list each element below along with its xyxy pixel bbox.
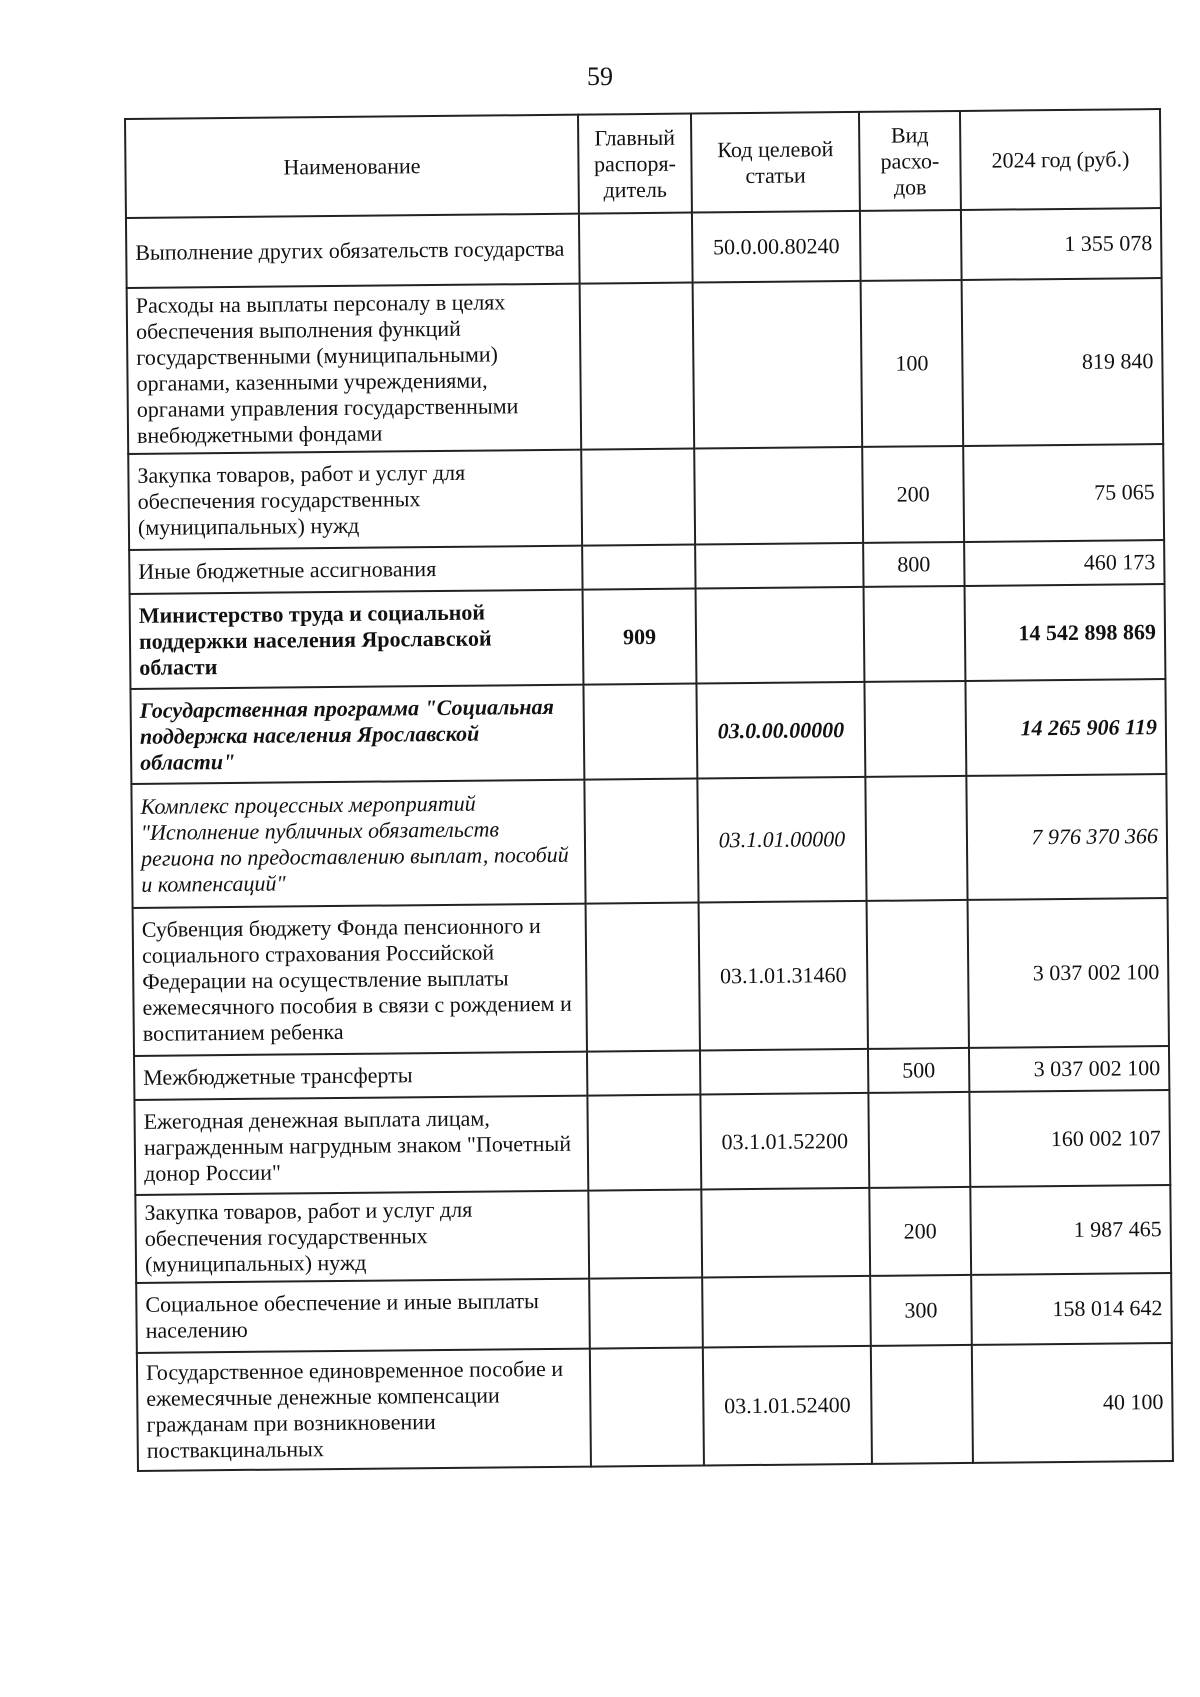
- row-admin-cell: [589, 1278, 703, 1349]
- row-type-cell: 200: [862, 446, 964, 543]
- row-type-cell: 800: [863, 542, 964, 587]
- table-row: [126, 208, 1162, 288]
- page-number: 59: [587, 62, 613, 91]
- row-name-cell: Закупка товаров, работ и услуг для обеспечения государственных (муниципальных) нужд: [135, 1191, 589, 1283]
- row-type-cell: 100: [861, 280, 964, 447]
- row-name-cell: Выполнение других обязательств государства: [126, 214, 580, 288]
- row-amount-cell: 40 100: [972, 1343, 1173, 1463]
- table-row: [128, 444, 1164, 550]
- header-admin: Главный распоря-дитель: [578, 114, 692, 214]
- row-type-cell: [867, 900, 969, 1049]
- row-code-cell: 03.1.01.31460: [699, 901, 868, 1051]
- row-admin-cell: [583, 684, 697, 780]
- table-row: [130, 584, 1166, 689]
- row-code-cell: [695, 543, 863, 589]
- row-type-cell: [864, 586, 966, 682]
- table-row: [130, 679, 1166, 784]
- row-code-cell: [700, 1049, 868, 1095]
- table-row: [136, 1273, 1172, 1353]
- row-amount-cell: 1 987 465: [970, 1185, 1171, 1275]
- table-row: [127, 278, 1164, 454]
- row-name-cell: Социальное обеспечение и иные выплаты населению: [136, 1279, 590, 1353]
- row-amount-cell: 7 976 370 366: [966, 774, 1167, 900]
- budget-table-wrapper: [124, 108, 1172, 1472]
- table-row: [134, 1090, 1170, 1195]
- row-amount-cell: 14 542 898 869: [965, 584, 1166, 681]
- table-row: [133, 898, 1169, 1056]
- table-row: [131, 774, 1167, 908]
- row-code-cell: [694, 447, 863, 545]
- row-admin-cell: [586, 903, 700, 1052]
- header-code: Код целевой статьи: [691, 112, 860, 213]
- row-name-cell: Субвенция бюджету Фонда пенсионного и социального страхования Российской Федерации на осуществление выплаты ежемесячного пособия в связи с рождением и воспитанием ребенка: [133, 904, 587, 1056]
- row-name-cell: Комплекс процессных мероприятий "Исполнение публичных обязательств региона по предоставлению выплат, пособий и компенсаций": [131, 780, 585, 908]
- row-name-cell: Государственное единовременное пособие и ежемесячные денежные компенсации гражданам при возникновении поствакцинальных: [137, 1349, 591, 1471]
- row-code-cell: 03.0.00.00000: [696, 682, 865, 779]
- row-code-cell: 03.1.01.52400: [703, 1346, 872, 1466]
- row-admin-cell: [587, 1051, 700, 1096]
- row-amount-cell: 75 065: [963, 444, 1164, 542]
- header-year: 2024 год (руб.): [960, 109, 1161, 210]
- row-amount-cell: 1 355 078: [961, 208, 1162, 280]
- row-amount-cell: 3 037 002 100: [968, 898, 1169, 1048]
- budget-table: [124, 108, 1174, 1472]
- row-admin-cell: [580, 283, 695, 450]
- row-type-cell: [868, 1092, 970, 1188]
- table-row: [137, 1343, 1173, 1471]
- row-type-cell: 300: [870, 1275, 972, 1346]
- row-code-cell: 03.1.01.52200: [700, 1093, 869, 1190]
- row-name-cell: Иные бюджетные ассигнования: [129, 546, 582, 594]
- row-amount-cell: 14 265 906 119: [965, 679, 1166, 776]
- row-name-cell: Министерство труда и социальной поддержки населения Ярославской области: [130, 590, 584, 689]
- row-type-cell: [860, 210, 962, 281]
- row-amount-cell: 819 840: [962, 278, 1164, 446]
- row-name-cell: Закупка товаров, работ и услуг для обеспечения государственных (муниципальных) нужд: [128, 450, 582, 550]
- table-row: [135, 1185, 1171, 1283]
- row-name-cell: Ежегодная денежная выплата лицам, награжденным нагрудным знаком "Почетный донор России": [134, 1096, 588, 1195]
- row-amount-cell: 160 002 107: [969, 1090, 1170, 1187]
- row-amount-cell: 158 014 642: [971, 1273, 1172, 1345]
- row-code-cell: 50.0.00.80240: [692, 211, 861, 283]
- row-amount-cell: 460 173: [964, 540, 1164, 586]
- row-name-cell: Межбюджетные трансферты: [134, 1052, 587, 1100]
- table-header-row: [125, 109, 1161, 218]
- row-code-cell: [693, 281, 863, 449]
- row-admin-cell: [587, 1095, 701, 1191]
- row-type-cell: [865, 776, 967, 901]
- row-admin-cell: [579, 213, 693, 284]
- row-amount-cell: 3 037 002 100: [969, 1046, 1169, 1092]
- row-admin-cell: [590, 1348, 704, 1467]
- row-type-cell: [871, 1345, 973, 1464]
- row-type-cell: [864, 681, 966, 777]
- row-code-cell: [696, 587, 865, 684]
- row-admin-cell: [582, 545, 695, 590]
- row-code-cell: [702, 1276, 871, 1348]
- row-code-cell: 03.1.01.00000: [697, 777, 866, 903]
- header-type: Вид расхо-дов: [859, 111, 961, 211]
- row-type-cell: 500: [868, 1048, 969, 1093]
- row-type-cell: 200: [869, 1187, 971, 1276]
- row-admin-cell: [584, 779, 698, 904]
- row-name-cell: Расходы на выплаты персоналу в целях обеспечения выполнения функций государственными (муниципальными) органами, казенными учреждениями, органами управления государственными внебюджетными фондами: [127, 284, 582, 454]
- row-admin-cell: [581, 449, 695, 546]
- row-admin-cell: [588, 1190, 702, 1279]
- row-admin-cell: 909: [583, 589, 697, 685]
- row-name-cell: Государственная программа "Социальная поддержка населения Ярославской области": [130, 685, 584, 784]
- row-code-cell: [701, 1188, 870, 1278]
- header-name: Наименование: [125, 115, 579, 218]
